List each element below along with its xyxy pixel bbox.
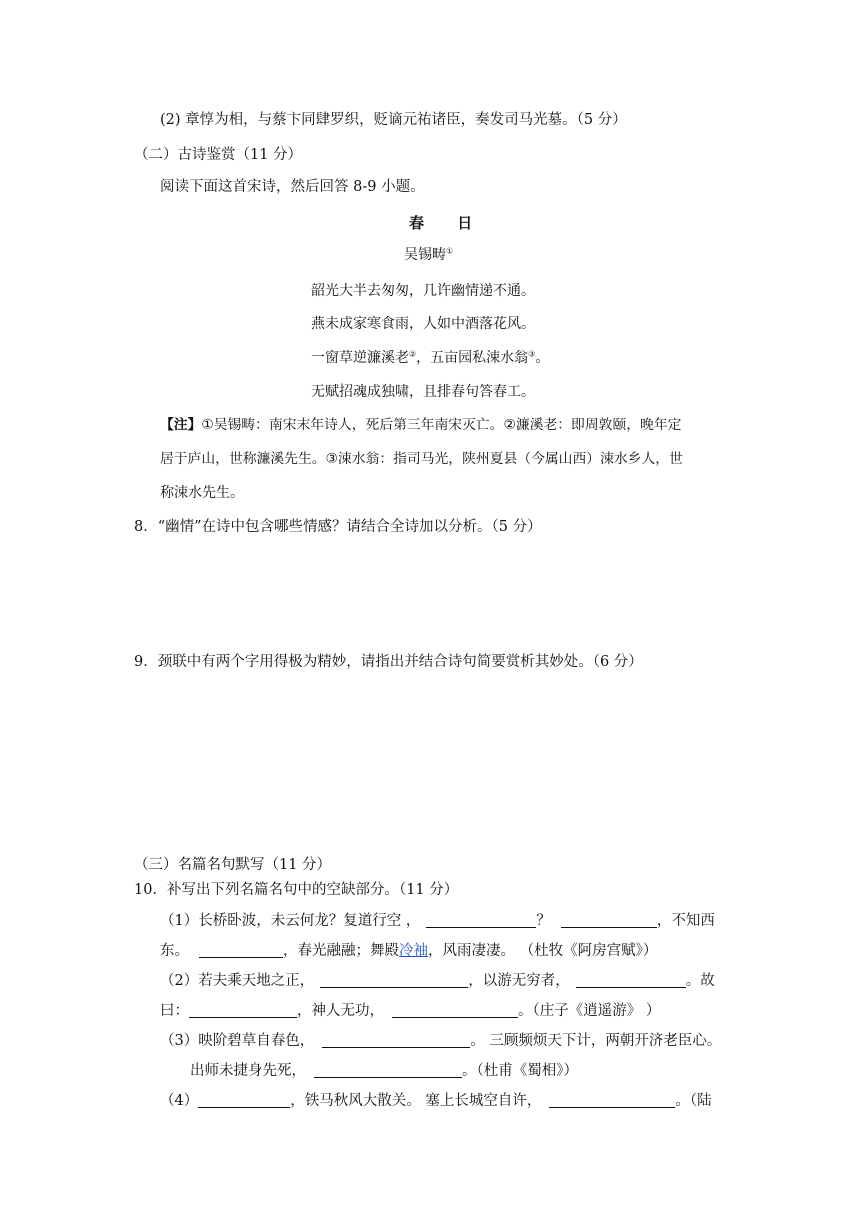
footnote-mark: ② [409,349,417,359]
answer-blank[interactable] [392,1003,518,1018]
blank-line-2b [160,1001,660,1021]
poem-line-3-part: 。 [535,350,550,366]
instruction: 阅读下面这首宋诗，然后回答 8-9 小题。 [160,179,425,195]
note-line-3: 称涑水先生。 [160,485,244,501]
poem-line-3-part: 一窗草逆濂溪老 [311,350,409,366]
answer-blank[interactable] [426,913,536,928]
text: 。故 [685,973,715,989]
text: （1）长桥卧波，未云何龙？复道行空 ， [160,913,421,929]
text: （4） [160,1093,199,1109]
text: 曰： [160,1003,189,1019]
text: ，风雨凄凄。 （杜牧《阿房宫赋》） [428,943,658,959]
text: ，以游无穷者， [468,973,570,989]
question-9: 9．颈联中有两个字用得极为精妙，请指出并结合诗句简要赏析其妙处。（6 分） [134,654,643,670]
text: （3）映阶碧草自春色， [160,1033,315,1049]
text: 。 三顾频烦天下计，两朝开济老臣心。 [470,1033,722,1049]
text: 出师未捷身先死， [190,1063,306,1079]
blank-line-4 [160,1091,712,1111]
answer-blank[interactable] [320,973,468,988]
poem-title: 春 日 [409,214,487,232]
answer-blank[interactable] [576,973,686,988]
poem-line-1: 韶光大半去匆匆，几许幽情递不通。 [311,283,535,299]
poem-author [404,245,453,265]
poem-line-3-part: ，五亩园私涑水翁 [416,350,529,366]
poem-line-4: 无赋招魂成独啸，且排春句答春工。 [311,384,535,400]
note-text: ①吴锡畴：南宋末年诗人，死后第三年南宋灭亡。②濂溪老：即周敦颐，晚年定 [201,417,682,433]
answer-blank[interactable] [189,1003,297,1018]
answer-blank[interactable] [199,943,283,958]
text: ，春光融融；舞殿 [283,943,399,959]
poem-line-3 [311,348,549,368]
question-8: 8．“幽情”在诗中包含哪些情感？请结合全诗加以分析。（5 分） [134,519,542,535]
note-line-2: 居于庐山，世称濂溪先生。③涑水翁：指司马光，陕州夏县（今属山西）涑水乡人，世 [160,451,683,467]
answer-blank[interactable] [549,1093,675,1108]
answer-blank[interactable] [561,913,657,928]
text: ？ [536,913,551,929]
text: ，不知西 [656,913,715,929]
section-heading-recitation: （三）名篇名句默写（11 分） [134,857,332,873]
note-tag: 【注】 [160,417,202,433]
text: 。（庄子《逍遥游》 ） [518,1003,661,1019]
blank-line-2a [160,971,715,991]
text: 。（杜甫《蜀相》） [462,1063,578,1079]
section-heading-poetry: （二）古诗鉴赏（11 分） [134,147,303,163]
text: 。（陆 [675,1093,712,1109]
author-name: 吴锡畴 [404,247,446,263]
answer-blank[interactable] [322,1033,470,1048]
answer-blank[interactable] [198,1093,290,1108]
footnote-mark: ① [446,246,454,256]
blank-line-1b [160,941,657,961]
note-line-1 [160,415,681,435]
text: ，神人无功， [297,1003,384,1019]
poem-line-2: 燕未成家寒食雨，人如中酒落花风。 [311,316,535,332]
text: 东。 [160,943,189,959]
hyperlink[interactable]: 冷袖 [399,943,428,959]
text: ，铁马秋风大散关。 塞上长城空自许， [290,1093,542,1109]
blank-line-3b [190,1061,578,1081]
answer-blank[interactable] [314,1063,462,1078]
blank-line-3a [160,1031,721,1051]
question-7-2: (2) 章惇为相，与蔡卞同肆罗织，贬谪元祐诸臣，奏发司马光墓。（5 分） [160,112,627,128]
question-10: 10．补写出下列名篇名句中的空缺部分。（11 分） [134,882,459,898]
text: （2）若夫乘天地之正， [160,973,315,989]
footnote-mark: ③ [528,349,536,359]
blank-line-1a [160,911,715,931]
